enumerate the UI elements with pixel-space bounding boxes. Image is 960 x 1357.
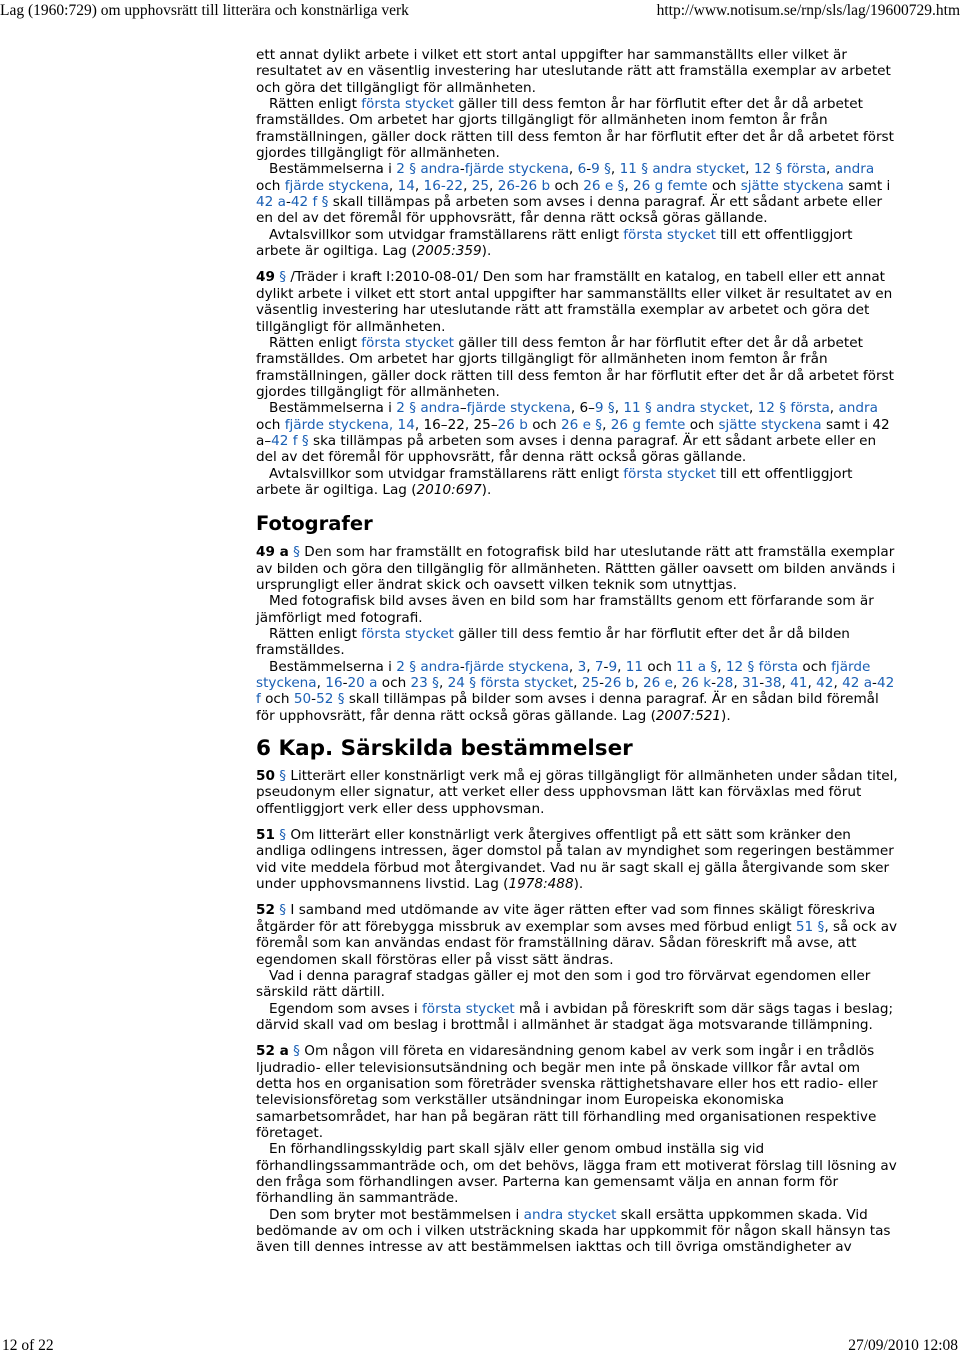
section-link-icon[interactable]: § — [817, 918, 825, 935]
section-link-icon[interactable]: § — [409, 161, 416, 178]
text: Bestämmelserna i — [269, 400, 397, 417]
text: Den som har framställt en fotografisk bild har uteslutande rätt att framställa exemplar av bilden och göra den tillgänglig för allmänheten. Rättten gäller oavsett om bilden används i ursprungligt eller ändrat skick och oavsett vilken teknik som utnyttjas. — [256, 544, 896, 593]
section-51 — [256, 827, 898, 892]
text: ). — [573, 876, 584, 893]
section-link-icon[interactable]: § — [301, 432, 309, 449]
link-forsta-stycket[interactable]: första stycket — [361, 334, 455, 351]
link-section[interactable]: 26 b — [497, 416, 528, 433]
text: – — [459, 400, 467, 417]
text: , — [733, 675, 742, 692]
text: ett annat dylikt arbete i vilket ett stort antal uppgifter har sammanställts eller vilket är resultatet av en väsentlig investering har uteslutande rätt att framställa exemplar av arbetet och göra det tillgängligt för allmänheten. — [256, 47, 891, 96]
text: , — [602, 416, 611, 433]
link[interactable]: första — [786, 161, 827, 178]
link-section[interactable]: 25 — [581, 675, 600, 692]
text: Avtalsvillkor som utvidgar framställarens rätt enligt — [269, 465, 624, 482]
text: I samband med utdömande av vite äger rätten efter vad som finnes skäligt föreskriva åtgärder för att förebygga missbruk av exemplar som avses med förbud enligt — [256, 902, 876, 935]
link-section[interactable]: 42 f — [256, 675, 895, 708]
text: Om någon vill företa en vidaresändning genom kabel av verk som ingår i en trådlös ljudradio- eller televisionsutsändning och begär men inte på önskade villkor får avtal om detta hos en organisation som företräder svenska rättighetshavare eller hos ett radio- eller televisionsföretag som verkställer utsändningar inom Europeiska ekonomiska samarbetsområdet, har han på begäran rätt till förhandling med organisationen respektive företaget. — [256, 1043, 878, 1141]
text: - — [311, 691, 317, 708]
link[interactable]: fjärde styckena — [464, 658, 569, 675]
law-reference: 2005:359 — [416, 243, 482, 260]
text: , 6– — [570, 400, 595, 417]
text: och — [685, 416, 719, 433]
link-section[interactable]: 12 — [753, 161, 772, 178]
link[interactable]: femte — [645, 416, 686, 433]
text: och — [527, 416, 561, 433]
text: Rätten enligt — [269, 334, 362, 351]
text: , — [745, 161, 754, 178]
section-number: 52 a — [256, 1043, 289, 1060]
text: En förhandlingsskyldig part skall själv eller genom ombud inställa sig vid förhandlingssammanträde och, om det behövs, lägga fram ett motiverat förslag till lösning av den fråga som förhandlingen avser. Parterna kan gemensamt välja en annan form för förhandling än sammanträde. — [256, 1141, 897, 1207]
text: - — [872, 675, 877, 692]
section-link-icon[interactable]: § — [469, 675, 477, 692]
link-section[interactable]: 12 — [757, 400, 775, 417]
text: ). — [481, 243, 492, 260]
page-number: 12 of 22 — [2, 1337, 54, 1354]
link[interactable]: andra stycket — [652, 161, 746, 178]
section-52 — [256, 902, 898, 967]
link[interactable]: andra — [420, 161, 460, 178]
link-section[interactable]: 50 — [293, 691, 312, 708]
section-number: 50 — [256, 768, 275, 785]
section-link-icon[interactable]: § — [607, 400, 615, 417]
paragraph — [256, 593, 898, 626]
link-section[interactable]: 26 e — [583, 177, 614, 194]
text: , — [316, 675, 326, 692]
section-49a — [256, 544, 898, 593]
section-link-icon[interactable]: § — [293, 544, 300, 561]
link-section[interactable]: 9 — [591, 161, 600, 178]
link-section[interactable]: 42 a — [842, 675, 873, 692]
heading-fotografer: Fotografer — [256, 512, 373, 536]
section-link-icon[interactable]: § — [409, 658, 416, 675]
text: , — [826, 161, 835, 178]
link[interactable]: första — [790, 400, 830, 417]
text: - — [586, 161, 592, 178]
section-link-icon[interactable]: § — [293, 1043, 300, 1060]
link-section[interactable]: 11 a — [676, 658, 707, 675]
section-50 — [256, 768, 898, 817]
link-section[interactable]: 51 — [795, 918, 814, 935]
text: Den som bryter mot bestämmelsen i — [269, 1206, 524, 1223]
section-link-icon[interactable]: § — [432, 675, 439, 692]
link[interactable]: sjätte styckena — [718, 416, 822, 433]
print-datetime: 27/09/2010 12:08 — [848, 1337, 958, 1354]
text: Litterärt eller konstnärligt verk må ej göras tillgängligt för allmänheten under sådan titel, pseudonym eller signatur, att verket eller dess upphovsman lätt kan förväxlas med förut offentliggjort verk eller dess upphovsman. — [256, 768, 898, 817]
text: - — [759, 675, 765, 692]
paragraph — [256, 400, 898, 465]
paragraph — [256, 466, 898, 499]
link-section[interactable]: 42 f — [271, 432, 298, 449]
link-section[interactable]: 16-22 — [423, 177, 464, 194]
section-link-icon[interactable]: § — [644, 400, 652, 417]
text: , — [624, 177, 633, 194]
text: - — [459, 658, 465, 675]
text: , — [717, 658, 726, 675]
text: ). — [481, 481, 492, 498]
section-link-icon[interactable]: § — [604, 161, 611, 178]
link-forsta-stycket[interactable]: första stycket — [623, 465, 717, 482]
text: - — [603, 658, 609, 675]
link-section[interactable]: 11 — [619, 161, 637, 178]
text: skall tillämpas på bilder som avses i denna paragraf. Är en sådan bild föremål för upphovsrätt, får denna rätt också göras gällande. Lag ( — [256, 691, 879, 724]
paragraph — [256, 335, 898, 400]
paragraph — [256, 1141, 898, 1206]
text: - — [711, 675, 716, 692]
link-section[interactable]: 31 — [741, 675, 760, 692]
paragraph — [256, 968, 898, 1001]
section-number: 49 — [256, 269, 275, 286]
link-section[interactable]: 38 — [764, 675, 782, 692]
text: - — [285, 194, 291, 211]
text: och — [256, 416, 285, 433]
link-section[interactable]: 42 a — [256, 194, 286, 211]
link-section[interactable]: 26-26 b — [497, 177, 551, 194]
text: , — [438, 675, 448, 692]
link[interactable]: fjärde styckena — [284, 177, 389, 194]
text: till ett offentliggjort arbete är ogiltiga. Lag ( — [256, 226, 853, 260]
section-link-icon[interactable]: § — [747, 658, 755, 675]
text: , — [573, 675, 582, 692]
text: , — [634, 675, 643, 692]
section-link-icon[interactable]: § — [279, 827, 287, 844]
section-link-icon[interactable]: § — [321, 194, 329, 211]
section-link-icon[interactable]: § — [775, 161, 783, 178]
law-reference: 2010:697 — [416, 481, 482, 498]
document-title: Lag (1960:729) om upphovsrätt till litterära och konstnärliga verk — [0, 2, 409, 19]
link-section[interactable]: 2 — [396, 400, 405, 417]
text: må i avbidan på föreskrift som där sägs tagas i beslag; därvid skall vad om beslag i brottmål i allmänhet är stadgat äga motsvarande tillämpning. — [256, 1000, 894, 1033]
link-section[interactable]: 42 — [816, 675, 834, 692]
text: och — [377, 675, 411, 692]
link-section[interactable]: 6 — [577, 161, 587, 178]
link-section[interactable]: 26 k — [681, 675, 712, 692]
text: Om litterärt eller konstnärligt verk återgives offentligt på ett sätt som kränker den andliga odlingens intressen, äger domstol på talan av myndighet som regeringen bestämmer vid vite meddela förbud mot återgivandet. Vad nu är sagt skall ej gälla återgivande som sker under upphovsmannens livstid. Lag ( — [256, 827, 894, 893]
link-section[interactable]: 26 g — [610, 416, 641, 433]
link-forsta-stycket[interactable]: första stycket — [361, 96, 455, 113]
section-link-icon[interactable]: § — [710, 658, 718, 675]
text: gäller till dess femtio år har förflutit efter det år då bilden framställdes. — [256, 626, 850, 659]
text: , — [807, 675, 817, 692]
link[interactable]: fjärde styckena — [466, 400, 571, 417]
link-section[interactable]: 24 — [447, 675, 465, 692]
text: skall ersätta uppkommen skada. Vid bedömande av om och i vilken utsträckning skada har uppkommit för någon skall hänsyn tas även till dennes intresse av att bestämmelsen iakttas och till övriga omständigheter av — [256, 1206, 891, 1256]
text: samt i 42 a– — [256, 416, 890, 449]
text: , — [781, 675, 791, 692]
link[interactable]: andra — [834, 161, 875, 178]
text: , — [614, 400, 624, 417]
text: - — [342, 675, 348, 692]
text: , — [388, 177, 398, 194]
text: gäller till dess femton år har förflutit efter det år då arbetet framställdes. Om arbetet har gjorts tillgängligt för allmänheten inom femton år från framställningen, gäller dock rätten till dess femton år har förflutit efter det år då arbetet först gjordes tillgängligt för allmänheten. — [256, 96, 894, 162]
text: ska tillämpas på arbeten som avses i denna paragraf. Är ett sådant arbete eller en del av det föremål för upphovsrätt, får denna rätt också göras gällande. — [256, 432, 877, 466]
section-link-icon[interactable]: § — [279, 768, 287, 785]
section-link-icon[interactable]: § — [595, 416, 603, 433]
paragraph — [256, 96, 898, 161]
paragraph — [256, 1207, 898, 1256]
link[interactable]: andra stycket — [656, 400, 749, 417]
link[interactable]: andra — [420, 400, 460, 417]
link[interactable]: andra — [838, 400, 878, 417]
text: Vad i denna paragraf stadgas gäller ej mot den som i god tro förvärvat egendomen eller särskild rätt därtill. — [256, 967, 871, 1001]
text: , — [568, 161, 578, 178]
text: Med fotografisk bild avses även en bild som har framställts genom ett förfarande som är jämförligt med fotografi. — [256, 593, 874, 626]
text: skall tillämpas på arbeten som avses i denna paragraf. Är ett sådant arbete eller en del av det föremål för upphovsrätt, får denna rätt också göras gällande. — [256, 194, 883, 227]
law-reference: 2007:521 — [655, 707, 722, 724]
text: och — [550, 177, 584, 194]
link-section[interactable]: 28 — [716, 675, 734, 692]
link[interactable]: första — [758, 658, 799, 675]
law-reference: 1978:488 — [508, 876, 574, 893]
link[interactable]: andra — [420, 658, 460, 675]
link-forsta-stycket[interactable]: första stycket — [361, 626, 455, 642]
section-link-icon[interactable]: § — [641, 161, 649, 178]
section-link-icon[interactable]: § — [279, 269, 287, 286]
link-section[interactable]: 12 — [725, 658, 744, 675]
text: , — [414, 177, 424, 194]
link[interactable]: fjärde styckena — [256, 658, 871, 692]
link[interactable]: första stycket — [480, 675, 574, 692]
text: , — [586, 658, 595, 675]
paragraph — [256, 47, 898, 96]
link-section[interactable]: 9 — [594, 400, 604, 417]
text: och — [256, 177, 285, 194]
link-section[interactable]: 52 — [316, 691, 334, 708]
section-link-icon[interactable]: § — [337, 691, 345, 708]
section-49 — [256, 269, 898, 334]
text: , — [672, 675, 682, 692]
heading-chapter-6: 6 Kap. Särskilda bestämmelser — [256, 736, 633, 762]
section-number: 52 — [256, 902, 275, 919]
paragraph — [256, 161, 898, 226]
text: till ett offentliggjort arbete är ogiltiga. Lag ( — [256, 465, 853, 498]
link-section[interactable]: 2 — [396, 658, 405, 675]
text: , — [617, 658, 626, 675]
section-link-icon[interactable]: § — [279, 902, 287, 919]
text: , — [833, 675, 843, 692]
link-section[interactable]: 26 g — [632, 177, 664, 194]
link[interactable]: fjärde styckena — [464, 161, 569, 178]
text: gäller till dess femton år har förflutit efter det år då arbetet framställdes. Om arbetet har gjorts tillgängligt för allmänheten inom femton år från framställningen, gäller dock rätten till dess femton år har förflutit efter det år då arbetet först gjordes tillgängligt för allmänheten. — [256, 334, 894, 400]
link-section[interactable]: 25 — [471, 177, 490, 194]
text: Avtalsvillkor som utvidgar framställarens rätt enligt — [269, 226, 624, 243]
law-text — [256, 47, 898, 1256]
section-link-icon[interactable]: § — [779, 400, 787, 417]
link-section[interactable]: 11 — [623, 400, 641, 417]
text: Bestämmelserna i — [269, 658, 397, 675]
text: /Träder i kraft I:2010-08-01/ Den som har framställt en katalog, en tabell eller ett annat dylikt arbete i vilket ett stort antal uppgifter har sammanställts eller vilket är resultatet av en väsentlig investering har uteslutande rätt att framställa exemplar av arbetet och göra det tillgängligt för allmänheten. — [256, 269, 893, 335]
paragraph — [256, 626, 898, 659]
text: och — [707, 177, 741, 194]
link-section[interactable]: 9 — [608, 658, 618, 675]
text: och — [260, 691, 294, 708]
text: Bestämmelserna i — [269, 161, 397, 178]
link-section[interactable]: 3 — [577, 658, 587, 675]
document-url: http://www.notisum.se/rnp/sls/lag/19600729.htm — [656, 2, 960, 19]
link-andra-stycket[interactable]: andra stycket — [523, 1206, 617, 1223]
text: - — [459, 161, 465, 178]
paragraph — [256, 659, 898, 724]
text: och — [798, 658, 832, 675]
link-section[interactable]: 26 b — [604, 675, 635, 692]
link-section[interactable]: 26 e — [642, 675, 673, 692]
link-section[interactable]: 42 f — [290, 194, 318, 211]
link-section[interactable]: 2 — [396, 161, 405, 178]
link-section[interactable]: 11 — [625, 658, 644, 675]
text: och — [643, 658, 677, 675]
link-section[interactable]: 14 — [397, 177, 415, 194]
link-section[interactable]: 7 — [594, 658, 604, 675]
text: Rätten enligt — [269, 626, 362, 642]
text: , — [489, 177, 498, 194]
text: , — [748, 400, 758, 417]
section-number: 49 a — [256, 544, 289, 561]
link-forsta-stycket[interactable]: första stycket — [422, 1000, 515, 1017]
link-section[interactable]: 26 e — [560, 416, 591, 433]
link[interactable]: fjärde styckena, 14 — [284, 416, 415, 433]
section-52a — [256, 1043, 898, 1141]
link[interactable]: sjätte styckena — [740, 177, 844, 194]
text: samt i — [843, 177, 891, 194]
text: - — [599, 675, 605, 692]
section-number: 51 — [256, 827, 275, 844]
link[interactable]: femte — [667, 177, 708, 194]
paragraph — [256, 1001, 898, 1034]
browser-print-footer — [0, 1337, 960, 1357]
text: , — [829, 400, 839, 417]
text: , — [568, 658, 578, 675]
link-section[interactable]: 20 a — [347, 675, 378, 692]
link-section[interactable]: 23 — [410, 675, 428, 692]
text: , 16–22, 25– — [414, 416, 498, 433]
browser-print-header — [0, 0, 960, 22]
text: Rätten enligt — [269, 96, 362, 113]
link-forsta-stycket[interactable]: första stycket — [623, 226, 717, 243]
text: , — [610, 161, 620, 178]
section-link-icon[interactable]: § — [409, 400, 416, 417]
section-link-icon[interactable]: § — [617, 177, 625, 194]
paragraph — [256, 227, 898, 260]
text: , — [463, 177, 472, 194]
text: , så ock av föremål som kan användas endast för framställning därav. Sådan föreskrift må avse, att egendomen skall förstöras eller på visst sätt ändras. — [256, 918, 898, 968]
link-section[interactable]: 16 — [325, 675, 343, 692]
link-section[interactable]: 41 — [790, 675, 808, 692]
text: ). — [721, 707, 731, 724]
text: Egendom som avses i — [269, 1000, 422, 1017]
